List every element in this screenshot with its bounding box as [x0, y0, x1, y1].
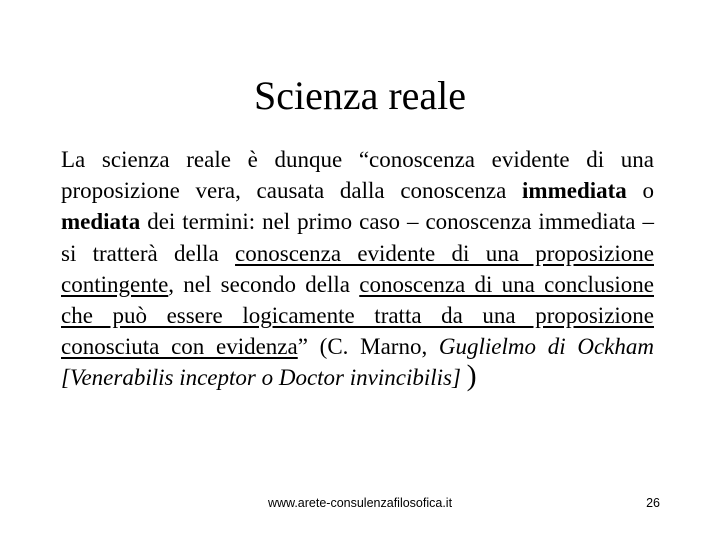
closing-parenthesis: )	[466, 359, 477, 393]
body-text-segment: dei termini: nel primo caso – conoscenza immediata – si tratterà della	[61, 209, 654, 266]
underlined-phrase-immediate: conoscenza evidente di una proposizione contingente	[61, 240, 654, 297]
slide-title: Scienza reale	[253, 73, 467, 118]
underlined-phrase-mediate: conoscenza di una conclusione che può essere logicamente tratta da una proposizione conosciuta con evidenza	[61, 271, 654, 360]
slide-number: 26	[646, 496, 660, 510]
citation-title: Guglielmo di Ockham [Venerabilis inceptor o Doctor invincibilis]	[61, 334, 654, 391]
body-text-segment: ” (C. Marno,	[297, 334, 439, 360]
bold-term-immediata: immediata	[522, 178, 627, 204]
body-text-segment: o	[626, 178, 655, 204]
body-text-segment: , nel secondo della	[168, 271, 360, 297]
slide-body-text	[61, 144, 654, 394]
body-text-segment: La scienza reale è dunque “conoscenza evidente di una proposizione vera, causata dalla conoscenza	[61, 147, 654, 204]
bold-term-mediata: mediata	[61, 209, 141, 235]
footer-website-url: www.arete-consulenzafilosofica.it	[267, 496, 453, 510]
